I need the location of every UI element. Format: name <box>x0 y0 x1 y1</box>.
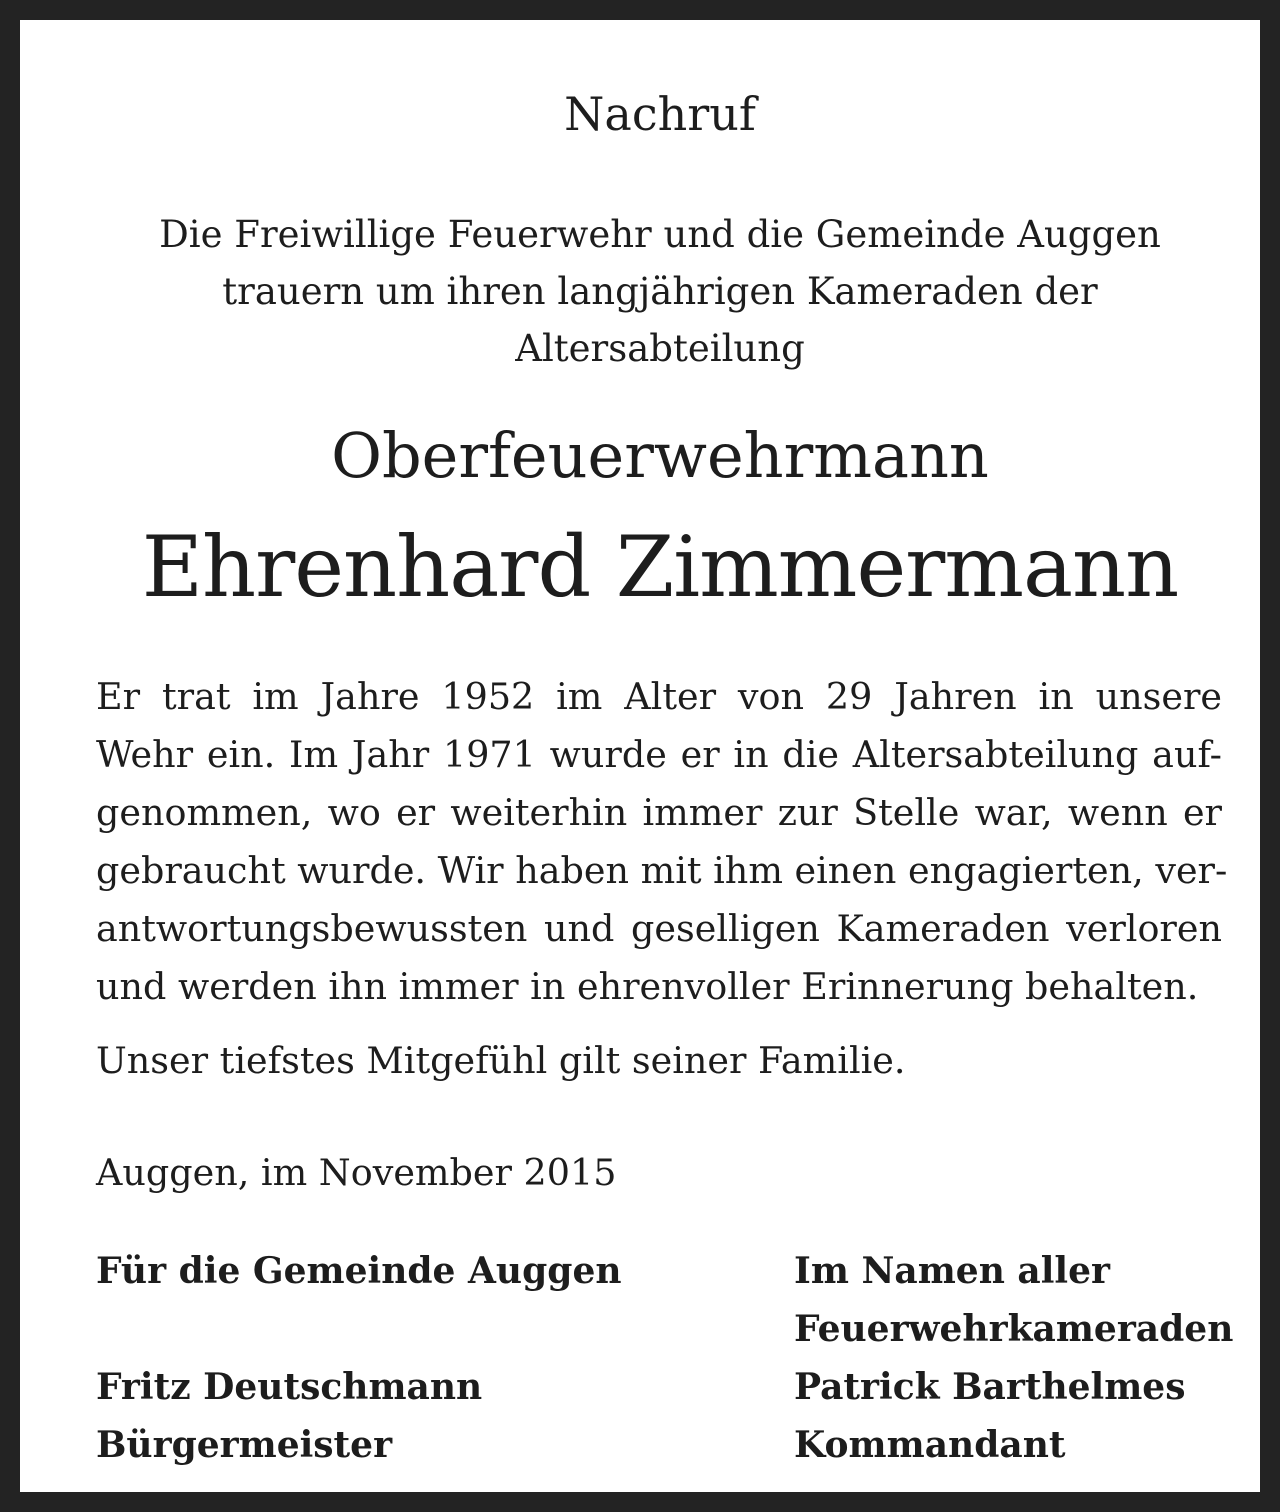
body-line: Wehr ein. Im Jahr 1971 wurde er in die Altersabteilung auf- <box>96 733 1222 776</box>
body-line: und werden ihn immer in ehrenvoller Erinnerung behalten. <box>96 965 1199 1008</box>
body-line: gebraucht wurde. Wir haben mit ihm einen engagierten, ver- <box>96 849 1228 892</box>
notice-title: Nachruf <box>564 87 756 141</box>
signature-left-heading: Für die Gemeinde Auggen <box>96 1250 622 1292</box>
signature-left-name: Fritz Deutschmann <box>96 1366 483 1408</box>
signature-left-role: Bürgermeister <box>96 1424 393 1466</box>
body-line: Er trat im Jahre 1952 im Alter von 29 Jahren in unsere <box>96 675 1222 718</box>
place-date: Auggen, im November 2015 <box>96 1151 617 1194</box>
deceased-name: Ehrenhard Zimmermann <box>141 518 1179 616</box>
deceased-rank: Oberfeuerwehrmann <box>331 419 989 492</box>
body-line: genommen, wo er weiterhin immer zur Stelle war, wenn er <box>96 791 1222 834</box>
signature-right-role: Kommandant <box>794 1424 1066 1466</box>
intro-line: trauern um ihren langjährigen Kameraden der <box>222 270 1098 313</box>
notice-body <box>96 668 1228 1016</box>
signature-right-heading-line1: Im Namen aller <box>794 1250 1110 1292</box>
intro-line: Altersabteilung <box>515 327 805 370</box>
condolence-text: Unser tiefstes Mitgefühl gilt seiner Familie. <box>96 1039 906 1082</box>
signature-right-heading-line2: Feuerwehrkameraden <box>794 1308 1234 1350</box>
body-line: antwortungsbewussten und geselligen Kameraden verloren <box>96 907 1222 950</box>
notice-intro <box>20 206 1280 377</box>
signature-right-name: Patrick Barthelmes <box>794 1366 1186 1408</box>
intro-line: Die Freiwillige Feuerwehr und die Gemeinde Auggen <box>159 213 1161 256</box>
